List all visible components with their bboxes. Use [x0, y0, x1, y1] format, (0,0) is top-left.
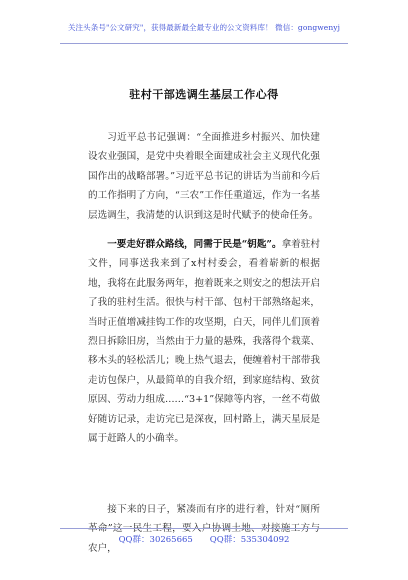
- page-header-banner: 关注头条号"公文研究"，获得最新最全最专业的公文资料库！ 微信：gongwenyj: [67, 23, 341, 32]
- header-divider: [60, 43, 348, 44]
- paragraph-text: 习近平总书记强调：“全面推进乡村振兴、加快建设农业强国，是党中央着眼全面建成社会主义现代化强国作出的战略部署。”习近平总书记的讲话为当前和今后的工作指明了方向，“三农”工作任重道远，作为一名基层选调生，我清楚的认识到这是时代赋予的使命任务。: [88, 132, 320, 221]
- page-footer-contacts: QQ群：30265665 QQ群：535304092: [118, 535, 290, 545]
- body-paragraph-2: [88, 235, 320, 448]
- paragraph-text: 拿着驻村文件，同事送我来到了x村村委会，看着崭新的根据地，我将在此服务两年，抱着既来之则安之的想法开启了我的驻村生活。很快与村干部、包村干部熟络起来，当时正值增减挂钩工作的攻坚期，白天，同伴儿们顶着烈日拆除旧房，当然由于力量的悬殊，我落得个栽菜、移木头的轻松活儿；晚上热气退去，便缠着村干部带我走访包保户，从最简单的自我介绍，到家庭结构、致贫原因、劳动力组成……“3+1”保障等内容，一丝不苟做好随访记录，走访完已是深夜，回村路上，满天星辰是属于赶路人的小确幸。: [88, 239, 320, 445]
- footer-divider: [60, 528, 348, 529]
- paragraph-text: 接下来的日子，紧凑而有序的进行着，针对“厕所革命”这一民生工程，要入户协调土地、对接施工方与农户，: [88, 504, 320, 554]
- body-paragraph-1: [88, 128, 320, 225]
- paragraph-lead: 一要走好群众路线，同需于民是“钥匙”。: [107, 239, 282, 250]
- body-paragraph-3: [88, 500, 320, 558]
- document-title: 驻村干部选调生基层工作心得: [129, 88, 279, 101]
